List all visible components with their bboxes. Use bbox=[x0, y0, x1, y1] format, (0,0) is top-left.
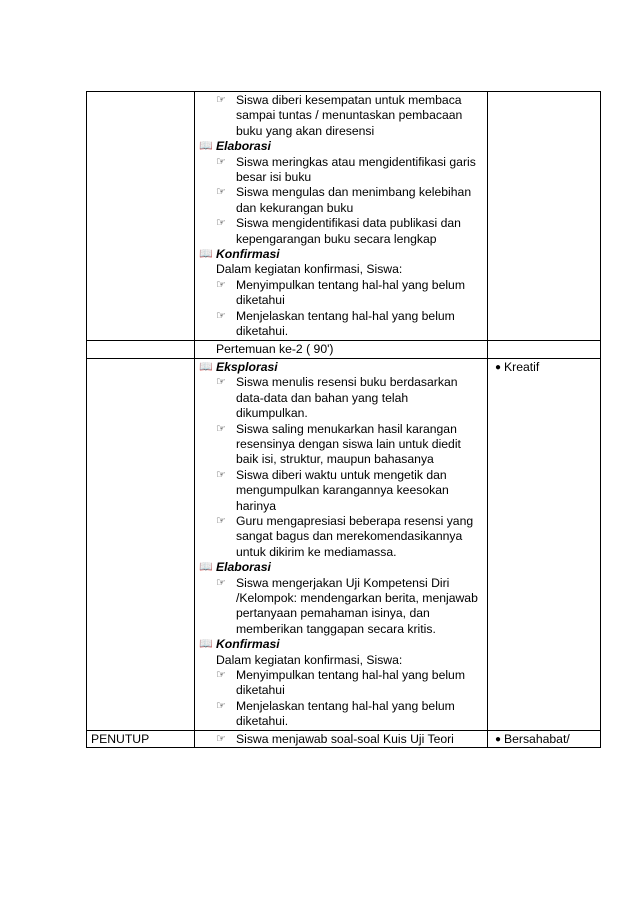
book-icon: 📖 bbox=[199, 248, 213, 261]
list-item bbox=[199, 468, 487, 514]
table-body bbox=[87, 92, 601, 748]
table-row bbox=[87, 92, 601, 341]
character-value-text: Bersahabat/ bbox=[504, 731, 570, 746]
list-item bbox=[199, 155, 487, 186]
pointing-hand-icon: ☞ bbox=[216, 422, 226, 435]
pointing-hand-icon: ☞ bbox=[216, 186, 226, 199]
pointing-hand-icon: ☞ bbox=[216, 376, 226, 389]
section-title: Konfirmasi bbox=[216, 247, 280, 262]
section-title: Eksplorasi bbox=[216, 359, 278, 374]
table-row bbox=[87, 358, 601, 730]
list-item-text: Menjelaskan tentang hal-hal yang belum diketahui. bbox=[236, 308, 455, 339]
list-item bbox=[199, 93, 487, 139]
lesson-plan-table bbox=[86, 91, 601, 748]
value-cell bbox=[488, 340, 601, 358]
bullet-icon: ● bbox=[494, 361, 502, 373]
activity-content bbox=[195, 359, 487, 730]
list-item-text: Siswa mengidentifikasi data publikasi dan kepengarangan buku secara lengkap bbox=[236, 216, 461, 246]
activity-cell bbox=[195, 92, 488, 341]
value-cell bbox=[488, 730, 601, 747]
character-value-text: Kreatif bbox=[504, 359, 540, 374]
value-cell bbox=[488, 358, 601, 730]
pointing-hand-icon: ☞ bbox=[216, 155, 226, 168]
list-item bbox=[199, 732, 487, 747]
section-heading bbox=[199, 360, 487, 375]
list-item-text: Guru mengapresiasi beberapa resensi yang sangat bagus dan merekomendasikannya untuk dikirim ke mediamassa. bbox=[236, 513, 474, 559]
phase-label: PENUTUP bbox=[91, 731, 150, 746]
section-heading bbox=[199, 139, 487, 154]
pointing-hand-icon: ☞ bbox=[216, 669, 226, 682]
phase-cell bbox=[87, 730, 195, 747]
section-intro: Dalam kegiatan konfirmasi, Siswa: bbox=[216, 262, 403, 277]
list-item-text: Siswa saling menukarkan hasil karangan resensinya dengan siswa lain untuk diedit baik isi, struktur, maupun bahasanya bbox=[236, 421, 461, 467]
book-icon: 📖 bbox=[199, 561, 213, 574]
meeting-label: Pertemuan ke-2 ( 90') bbox=[216, 341, 334, 356]
list-item bbox=[199, 422, 487, 468]
pointing-hand-icon: ☞ bbox=[216, 514, 226, 527]
pointing-hand-icon: ☞ bbox=[216, 468, 226, 481]
activity-cell bbox=[195, 340, 488, 358]
activity-cell bbox=[195, 730, 488, 747]
pointing-hand-icon: ☞ bbox=[216, 217, 226, 230]
list-item bbox=[199, 185, 487, 216]
section-heading bbox=[199, 560, 487, 575]
book-icon: 📖 bbox=[199, 638, 213, 651]
list-item bbox=[199, 278, 487, 309]
list-item bbox=[199, 216, 487, 247]
value-cell bbox=[488, 92, 601, 341]
list-item-text: Siswa menulis resensi buku berdasarkan data-data dan bahan yang telah dikumpulkan. bbox=[236, 375, 458, 421]
pointing-hand-icon: ☞ bbox=[216, 576, 226, 589]
list-item bbox=[199, 375, 487, 421]
list-item-text: Siswa mengulas dan menimbang kelebihan dan kekurangan buku bbox=[236, 185, 472, 215]
list-item-text: Siswa diberi waktu untuk mengetik dan mengumpulkan karangannya keesokan harinya bbox=[236, 467, 449, 513]
activity-cell bbox=[195, 358, 488, 730]
list-item-text: Siswa meringkas atau mengidentifikasi garis besar isi buku bbox=[236, 154, 476, 185]
phase-cell bbox=[87, 358, 195, 730]
book-icon: 📖 bbox=[199, 360, 213, 373]
phase-cell bbox=[87, 340, 195, 358]
activity-content bbox=[195, 731, 487, 747]
list-item bbox=[199, 309, 487, 340]
section-title: Elaborasi bbox=[216, 560, 271, 575]
table-row bbox=[87, 340, 601, 358]
activity-content bbox=[195, 92, 487, 340]
table-row bbox=[87, 730, 601, 747]
list-item-text: Menyimpulkan tentang hal-hal yang belum diketahui bbox=[236, 277, 465, 308]
list-item bbox=[199, 514, 487, 560]
section-intro: Dalam kegiatan konfirmasi, Siswa: bbox=[216, 652, 403, 667]
section-title: Konfirmasi bbox=[216, 637, 280, 652]
section-heading bbox=[199, 637, 487, 652]
book-icon: 📖 bbox=[199, 140, 213, 153]
character-value bbox=[488, 359, 600, 375]
list-item bbox=[199, 699, 487, 730]
list-item-text: Siswa menjawab soal-soal Kuis Uji Teori bbox=[236, 731, 454, 746]
phase-cell bbox=[87, 92, 195, 341]
list-item bbox=[199, 576, 487, 638]
list-item bbox=[199, 668, 487, 699]
pointing-hand-icon: ☞ bbox=[216, 278, 226, 291]
pointing-hand-icon: ☞ bbox=[216, 94, 226, 106]
list-item-text: Siswa diberi kesempatan untuk membaca sampai tuntas / menuntaskan pembacaan buku yang akan diresensi bbox=[236, 93, 463, 138]
character-value bbox=[488, 731, 600, 747]
section-heading bbox=[199, 247, 487, 262]
pointing-hand-icon: ☞ bbox=[216, 732, 226, 745]
bullet-icon: ● bbox=[494, 733, 502, 745]
pointing-hand-icon: ☞ bbox=[216, 309, 226, 322]
list-item-text: Siswa mengerjakan Uji Kompetensi Diri /Kelompok: mendengarkan berita, menjawab pertanyaan pemahaman isinya, dan memberikan tanggapan secara kritis. bbox=[236, 575, 478, 636]
list-item-text: Menyimpulkan tentang hal-hal yang belum diketahui bbox=[236, 668, 465, 698]
pointing-hand-icon: ☞ bbox=[216, 699, 226, 712]
section-title: Elaborasi bbox=[216, 139, 271, 154]
list-item-text: Menjelaskan tentang hal-hal yang belum diketahui. bbox=[236, 698, 455, 729]
